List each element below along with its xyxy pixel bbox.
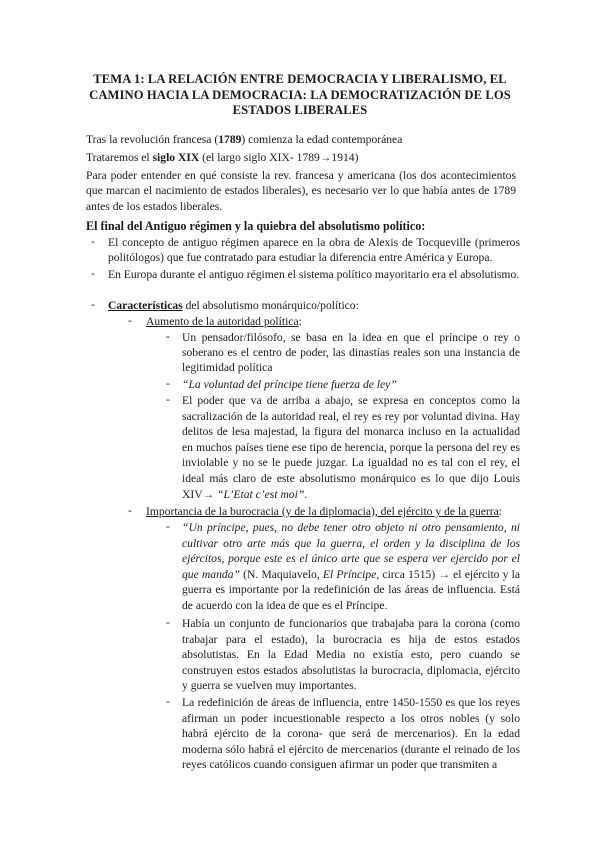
intro-line-2-pre: Trataremos el [86, 151, 153, 164]
machiavelli-quote: “Un príncipe, pues, no debe tener otro objeto ni otro pensamiento, ni cultivar otro arte más que la guerra, el orden y la disciplina de los ejércitos, porque este es el único arte que se espera ver ejercido por el que manda” [182, 521, 520, 581]
bullet-dash: - [91, 235, 95, 248]
bullet-dash: - [166, 393, 170, 406]
bullet-dash: - [128, 314, 132, 327]
authority-item-1: Un pensador/filósofo, se basa en la idea en que el príncipe o rey o soberano es el centro de poder, las dinastías reales son una instancia de legitimidad política [182, 331, 520, 375]
bullet-absolutism: En Europa durante el antiguo régimen el sistema político mayoritario era el absolutismo. [108, 268, 520, 281]
page-title: TEMA 1: LA RELACIÓN ENTRE DEMOCRACIA Y LIBERALISMO, EL CAMINO HACIA LA DEMOCRACIA: LA DEMOCRATIZACIÓN DE LOS ESTADOS LIBERALES [89, 72, 511, 117]
bureaucracy-item-3: La redefinición de áreas de influencia, entre 1450-1550 es que los reyes afirman un poder incuestionable respecto a los otros nobles (y solo habrá ejército de la corona- que será de mercenarios). En la edad moderna sólo habrá el ejército de mercenarios (durante el reinado de los reyes católicos cuando consiguen afirmar un poder que transmiten a [182, 696, 520, 772]
authority-item-3-text: El poder que va de arriba a abajo, se expresa en conceptos como la sacralización de la autoridad real, el rey es rey por voluntad divina. Hay delitos de lesa majestad, la figura del monarca incluso en la actualidad en muchos países tiene ese tipo de herencia, porque la persona del rey es inviolable y no se le puede juzgar. La igualdad no es tal con el rey, el ideal más claro de este absolutismo monárquico es lo que dijo Louis XIV→ [182, 394, 520, 501]
machiavelli-citation-pre: (N. Maquiavelo, [239, 567, 323, 581]
authority-label: Aumento de la autoridad política [146, 315, 299, 328]
subsection-bureaucracy [146, 504, 520, 519]
characteristics-rest: del absolutismo monárquico/político: [182, 299, 359, 312]
intro-century: siglo XIX [152, 151, 200, 164]
authority-item-3 [182, 393, 520, 502]
characteristics-label: Características [108, 299, 183, 312]
bureaucracy-colon: : [498, 505, 503, 518]
subsection-authority [146, 314, 520, 329]
bullet-dash: - [166, 695, 170, 708]
intro-line-1 [86, 132, 516, 147]
louis-quote: “L’Etat c’est moi” [217, 487, 305, 501]
bullet-dash: - [166, 377, 170, 390]
section-heading: El final del Antiguo régimen y la quiebra del absolutismo político: [86, 219, 426, 233]
intro-line-2-post: (el largo siglo XIX- 1789→1914) [199, 151, 359, 164]
bullet-dash: - [166, 330, 170, 343]
authority-item-3-end: . [304, 487, 308, 501]
bullet-dash: - [91, 267, 95, 280]
bureaucracy-label: Importancia de la burocracia (y de la diplomacia), del ejército y de la guerra [146, 505, 499, 518]
authority-colon: : [298, 315, 302, 328]
intro-paragraph: Para poder entender en qué consiste la rev. francesa y americana (los dos acontecimientos que marcan el nacimiento de estados liberales), es necesario ver lo que había antes de 1789 antes de los estados liberales. [86, 169, 516, 213]
bullet-characteristics [108, 298, 520, 313]
intro-year: 1789 [218, 133, 242, 146]
bullet-dash: - [166, 520, 170, 533]
intro-line-1-pre: Tras la revolución francesa ( [86, 133, 219, 146]
bullet-dash: - [91, 298, 95, 311]
intro-line-1-post: ) comienza la edad contemporánea [241, 133, 403, 146]
intro-line-2 [86, 150, 516, 165]
authority-item-2: “La voluntad del príncipe tiene fuerza de ley” [182, 378, 397, 391]
bullet-tocqueville: El concepto de antiguo régimen aparece en la obra de Alexis de Tocqueville (primeros politólogos) que fue contratado para estudiar la diferencia entre América y Europa. [108, 236, 520, 265]
machiavelli-citation-rest: , circa 1515) → el ejército y la guerra es importante por la redefinición de las áreas de influencia. Está de acuerdo con la idea de que es el Príncipe. [182, 567, 521, 612]
bullet-dash: - [128, 504, 132, 517]
bullet-dash: - [166, 616, 170, 629]
bureaucracy-item-1 [182, 520, 520, 614]
bureaucracy-item-2: Había un conjunto de funcionarios que trabajaba para la corona (como trabajar para el estado), la burocracia es hija de estos estados absolutistas. En la Edad Media no existía esto, pero cuando se construyen estos estados absolutistas la burocracia, diplomacia, ejército y guerra se vuelven muy importantes. [182, 617, 520, 693]
machiavelli-book: El Príncipe [322, 567, 377, 581]
